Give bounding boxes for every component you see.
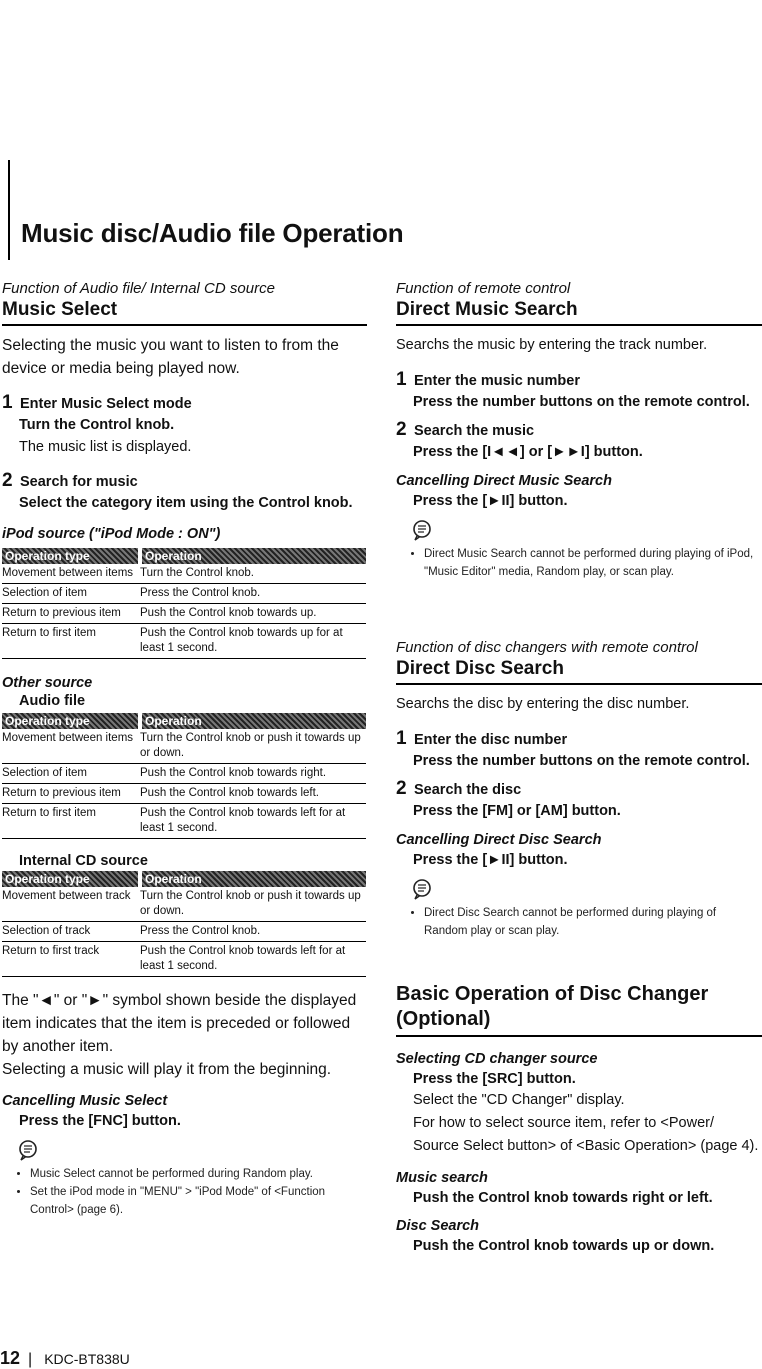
step-title: Enter Music Select mode: [20, 396, 192, 412]
ipod-source-heading: iPod source ("iPod Mode : ON"): [2, 526, 221, 542]
step-action: Turn the Control knob.: [19, 417, 175, 433]
ipod-table: [2, 548, 366, 659]
note-icon: [411, 519, 433, 541]
select-changer-heading: Selecting CD changer source: [396, 1051, 598, 1067]
note-item: • Set the iPod mode in "MENU" > "iPod Mode" of <Function Control> (page 6).: [30, 1183, 367, 1219]
dms-intro: Searchs the music by entering the track number.: [396, 337, 708, 353]
dds-step-2: [396, 778, 762, 822]
note-icon: [17, 1139, 39, 1161]
op-desc: Push the Control knob towards up for at least 1 second.: [140, 624, 366, 659]
step-action: Select the category item using the Control knob.: [19, 495, 353, 511]
disc-search-action: Push the Control knob towards up or down.: [413, 1238, 715, 1254]
step-action: Press the [I◄◄] or [►►I] button.: [413, 444, 643, 460]
note-item: • Music Select cannot be performed during Random play.: [30, 1165, 367, 1183]
audio-file-heading: Audio file: [19, 693, 86, 709]
op-type: Return to first item: [2, 624, 140, 659]
step-action: Press the number buttons on the remote control.: [413, 394, 750, 410]
op-type: Selection of track: [2, 922, 140, 942]
op-type: Movement between track: [2, 887, 140, 922]
step-title: Enter the disc number: [414, 732, 568, 748]
table-header: Operation: [140, 871, 366, 887]
page-footer: [0, 1348, 130, 1369]
step-1: [2, 392, 367, 458]
op-desc: Push the Control knob towards left for at least 1 second.: [140, 942, 366, 977]
dms-cancel-action: Press the [►II] button.: [413, 493, 568, 509]
step-number: 1: [396, 728, 407, 749]
audio-file-table: [2, 713, 366, 839]
table-row: [2, 584, 366, 604]
music-select-intro: Selecting the music you want to listen to from the device or media being played now.: [2, 337, 339, 377]
dms-step-2: [396, 419, 762, 463]
dds-step-1: [396, 728, 762, 772]
step-action: Press the number buttons on the remote control.: [413, 753, 750, 769]
symbol-explanation: The "◄" or "►" symbol shown beside the displayed item indicates that the item is preceded or followed by another item.: [2, 992, 357, 1055]
op-desc: Push the Control knob towards left.: [140, 784, 366, 804]
step-title: Search for music: [20, 474, 138, 490]
op-type: Return to first item: [2, 804, 140, 839]
table-row: [2, 922, 366, 942]
right-column: [396, 280, 762, 1254]
dms-step-1: [396, 369, 762, 413]
cancel-music-select-heading: Cancelling Music Select: [2, 1093, 168, 1109]
music-select-heading: Music Select: [2, 299, 367, 326]
note-item: • Direct Disc Search cannot be performed during playing of Random play or scan play.: [424, 904, 762, 940]
cancel-music-select-action: Press the [FNC] button.: [19, 1113, 181, 1129]
table-header: Operation: [140, 548, 366, 564]
basic-operation-heading: Basic Operation of Disc Changer (Optional): [396, 982, 762, 1037]
table-header: Operation type: [2, 548, 140, 564]
table-row: [2, 624, 366, 659]
footer-separator: |: [28, 1351, 33, 1368]
step-title: Enter the music number: [414, 373, 580, 389]
dds-intro: Searchs the disc by entering the disc number.: [396, 696, 690, 712]
table-row: [2, 784, 366, 804]
model-number: KDC-BT838U: [44, 1351, 130, 1367]
op-type: Selection of item: [2, 584, 140, 604]
page-title: Music disc/Audio file Operation: [21, 218, 404, 248]
table-header: Operation type: [2, 871, 140, 887]
note-item: • Direct Music Search cannot be performed during playing of iPod, "Music Editor" media, Random play, or scan play.: [424, 545, 762, 581]
music-search-action: Push the Control knob towards right or left.: [413, 1190, 713, 1206]
table-header: Operation type: [2, 713, 140, 729]
dds-cancel-heading: Cancelling Direct Disc Search: [396, 832, 602, 848]
dds-notes: [396, 904, 762, 940]
op-type: Return to previous item: [2, 604, 140, 624]
table-row: [2, 604, 366, 624]
table-header: Operation: [140, 713, 366, 729]
music-select-notes: [2, 1165, 367, 1219]
step-number: 2: [396, 419, 407, 440]
op-type: Movement between items: [2, 729, 140, 764]
step-title: Search the disc: [414, 782, 522, 798]
select-changer-action: Press the [SRC] button.: [413, 1071, 576, 1087]
music-search-heading: Music search: [396, 1170, 488, 1186]
dms-cancel-heading: Cancelling Direct Music Search: [396, 473, 612, 489]
step-number: 2: [2, 470, 13, 491]
note-icon: [411, 878, 433, 900]
table-row: [2, 764, 366, 784]
step-text: The music list is displayed.: [19, 439, 192, 455]
dms-subtitle: Function of remote control: [396, 280, 571, 297]
table-row: [2, 564, 366, 584]
table-row: [2, 804, 366, 839]
step-number: 1: [2, 392, 13, 413]
internal-cd-table: [2, 871, 366, 977]
step-action: Press the [FM] or [AM] button.: [413, 803, 621, 819]
table-row: [2, 729, 366, 764]
op-desc: Push the Control knob towards left for at least 1 second.: [140, 804, 366, 839]
select-changer-text: Select the "CD Changer" display.: [413, 1092, 625, 1108]
step-2: [2, 470, 367, 514]
op-desc: Push the Control knob towards up.: [140, 604, 366, 624]
select-changer-reference: For how to select source item, refer to <Power/ Source Select button> of <Basic Operation> (page 4).: [413, 1115, 759, 1154]
disc-search-heading: Disc Search: [396, 1218, 480, 1234]
left-column: [2, 280, 367, 1219]
op-type: Return to first track: [2, 942, 140, 977]
internal-cd-heading: Internal CD source: [19, 853, 148, 869]
op-desc: Press the Control knob.: [140, 584, 366, 604]
table-row: [2, 942, 366, 977]
play-explanation: Selecting a music will play it from the beginning.: [2, 1061, 332, 1078]
step-title: Search the music: [414, 423, 535, 439]
op-desc: Turn the Control knob.: [140, 564, 366, 584]
page-number: 12: [0, 1348, 21, 1368]
dds-cancel-action: Press the [►II] button.: [413, 852, 568, 868]
table-row: [2, 887, 366, 922]
dds-subtitle: Function of disc changers with remote control: [396, 639, 698, 656]
title-rule: [8, 160, 10, 260]
op-type: Selection of item: [2, 764, 140, 784]
op-desc: Press the Control knob.: [140, 922, 366, 942]
dms-heading: Direct Music Search: [396, 299, 762, 326]
other-source-heading: Other source: [2, 675, 93, 691]
dds-heading: Direct Disc Search: [396, 658, 762, 685]
step-number: 1: [396, 369, 407, 390]
step-number: 2: [396, 778, 407, 799]
op-desc: Turn the Control knob or push it towards up or down.: [140, 729, 366, 764]
op-desc: Push the Control knob towards right.: [140, 764, 366, 784]
op-desc: Turn the Control knob or push it towards up or down.: [140, 887, 366, 922]
music-select-subtitle: Function of Audio file/ Internal CD source: [2, 280, 275, 297]
dms-notes: [396, 545, 762, 581]
op-type: Return to previous item: [2, 784, 140, 804]
op-type: Movement between items: [2, 564, 140, 584]
